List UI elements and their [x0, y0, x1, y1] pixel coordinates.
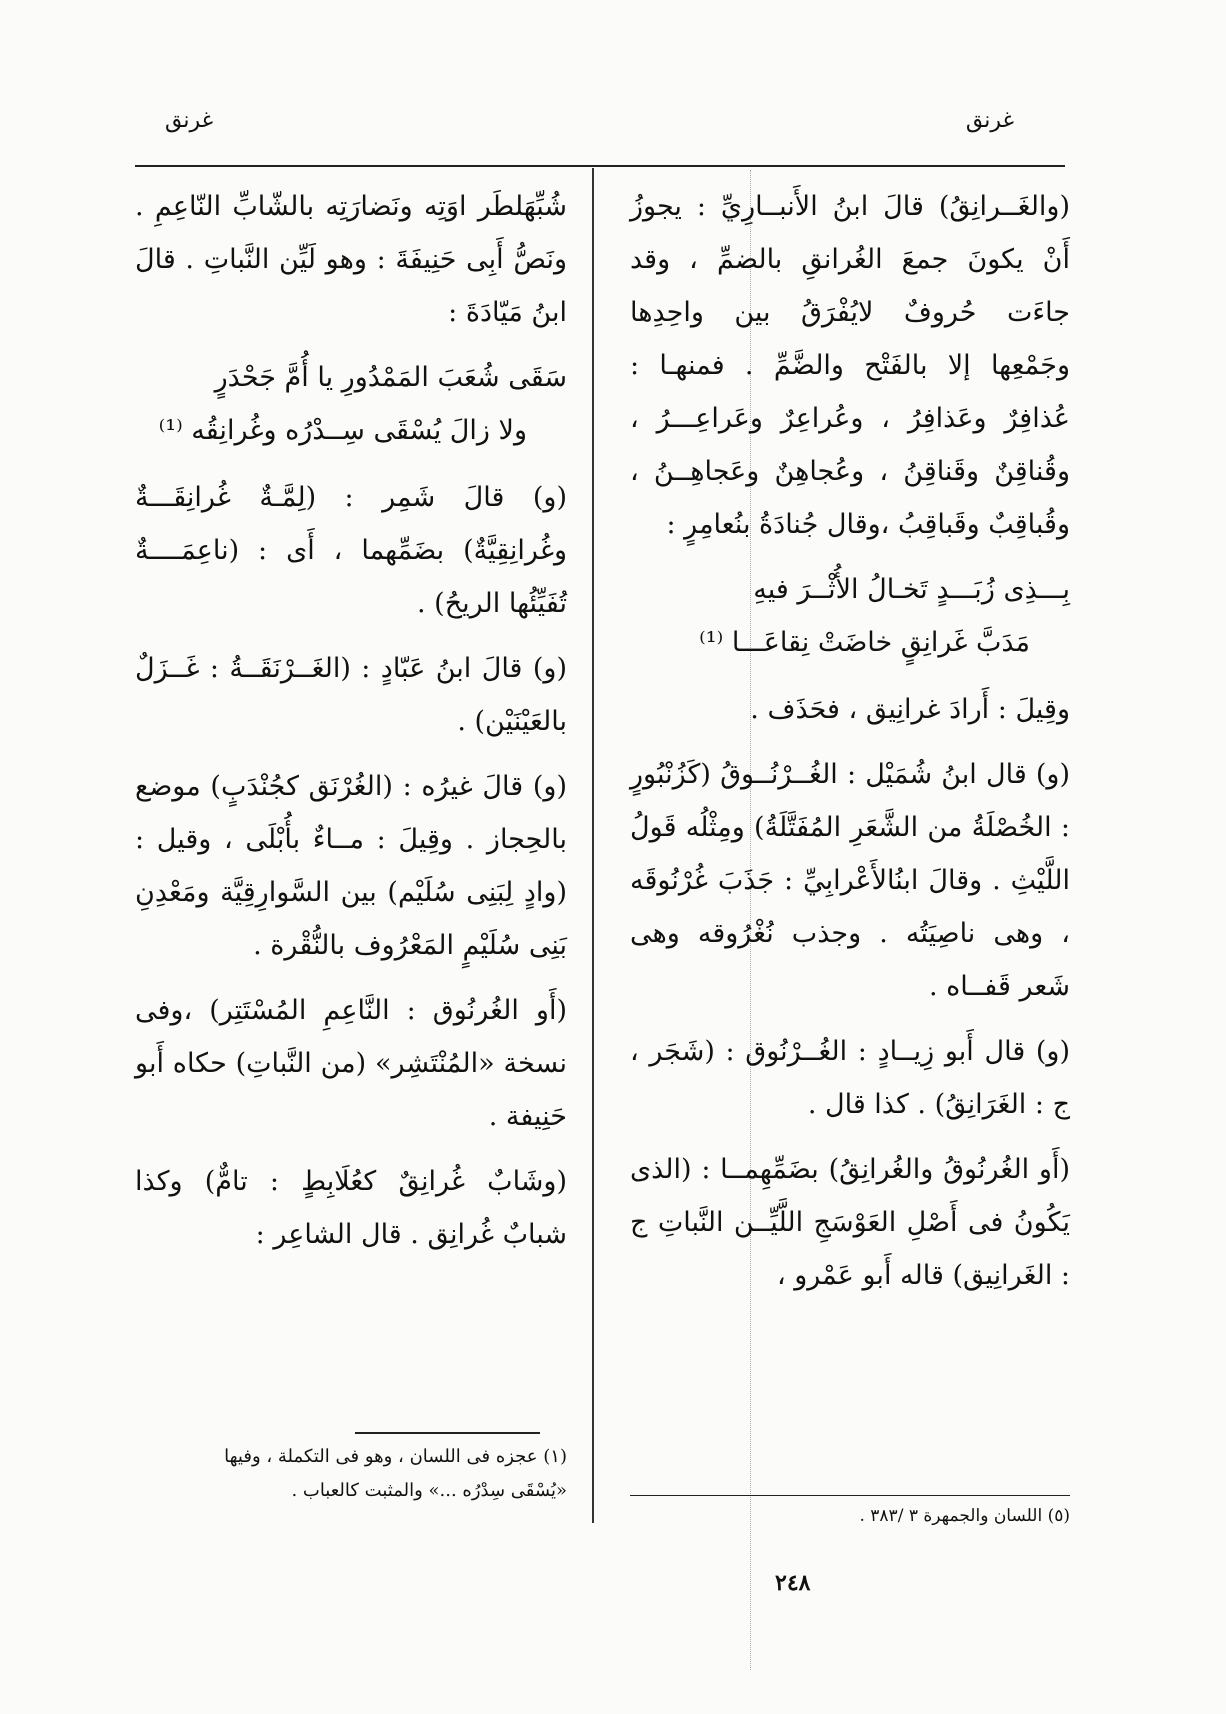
entry-paragraph: (و) قالَ غيرُه : (الغُرْنَق كجُنْدَبٍ) موضع بالحِجاز . وقِيلَ : مــاءٌ بأُبْلَى ، وقيل : (وادٍ لِبَنِى سُلَيْم) بين السَّوارِقِيَّة ومَعْدِنِ بَنِى سُلَيْمٍ المَعْرُوف بالنُّقْرة .: [135, 771, 567, 961]
footnote-left: [135, 1440, 567, 1508]
entry-paragraph: (وشَابٌ غُرانِقٌ كعُلَابِطٍ : تامٌّ) وكذا شبابٌ غُرانِق . قال الشاعِر :: [135, 1166, 567, 1250]
footnote-rule: [355, 1432, 540, 1434]
verse-line: مَدَبَّ غَرانِقٍ خاضَتْ نِقاعَـــا ⁽¹⁾: [699, 627, 1030, 658]
running-header-right: غرنق: [965, 108, 1014, 133]
entry-paragraph: (و) قال أَبو زِيــادٍ : الغُــرْنُوق : (شَجَر ، ج : الغَرَانِقُ) . كذا قال .: [630, 1036, 1070, 1120]
footnote-line: (١) عجزه فى اللسان ، وهو فى التكملة ، وفيها: [224, 1446, 567, 1467]
entry-paragraph: (و) قال ابنُ شُمَيْل : الغُــرْنُــوقُ (كَزُنْبُورٍ : الخُصْلَةُ من الشَّعَرِ المُفَتَّلَةُ) ومِثْلُه قَولُ اللَّيْثِ . وقالَ ابنُالأَعْرابِيِّ : جَذَبَ غُرْنُوقَه ، وهى ناصِيَتُه . وجذب نُغْرُوقه وهى شَعر قَفــاه .: [630, 759, 1070, 1002]
entry-paragraph: وقِيلَ : أَرادَ غرانِيق ، فحَذَف .: [750, 694, 1070, 725]
entry-paragraph: (والغَــرانِقُ) قالَ ابنُ الأَنبــارِيِّ : يجوزُ أَنْ يكونَ جمعَ الغُرانقِ بالضمِّ ، وقد جاءَت حُروفٌ لايُفْرَقُ بين واحِدِها وجَمْعِها إلا بالفَتْح والضَّمِّ . فمنهـا : عُذافِرٌ وعَذافِرُ ، وعُراعِرٌ وعَراعِـــرُ ، وقُناقِنٌ وقَناقِنُ ، وعُجاهِنٌ وعَجاهِــنُ ، وقُباقِبٌ وقَباقِبُ ،وقال جُنادَةُ بنُعامِرٍ :: [630, 191, 1070, 540]
entry-paragraph: (و) قالَ شَمِر : (لِمَّـةٌ غُرانِقَـــةٌ وغُرانِقِيَّةٌ) بضَمِّهما ، أَى : (ناعِمَــــةٌ تُفَيِّئُها الريحُ) .: [135, 482, 567, 619]
entry-paragraph: شُبِّهَلطَر اوَتِه ونَضارَتِه بالشّابِّ النّاعِمِ . ونَصُّ أَبِى حَنِيفَةَ : وهو لَيِّن النَّباتِ . قالَ ابنُ مَيّادَةَ :: [135, 191, 567, 328]
entry-paragraph: (و) قالَ ابنُ عَبّادٍ : (الغَــرْنَقَــةُ : غَــزَلٌ بالعَيْنَيْن) .: [135, 653, 567, 737]
footnote-line: «يُسْقَى سِدْرُه ...» والمثبت كالعباب .: [291, 1480, 567, 1501]
entry-paragraph: (أَو الغُرنُوق : النَّاعِمِ المُسْتَتِر) ،وفى نسخة «المُنْتَشِر» (من النَّباتِ) حكاه أَبو حَنِيفة .: [135, 995, 567, 1132]
header-rule: [135, 165, 1065, 167]
entry-paragraph: (أَو الغُرنُوقُ والغُرانِقُ) بضَمِّهِمــا : (الذى يَكُونُ فى أَصْلِ العَوْسَجِ اللَّيِّــن النَّباتِ ج : الغَرانِيق) قاله أَبو عَمْرو ،: [630, 1154, 1070, 1291]
verse-line: ولا زالَ يُسْقَى سِــدْرُه وغُرانِقُه ⁽¹⁾: [158, 415, 527, 446]
verse-line: بِـــذِى زُبَـــدٍ تَخـالُ الأُثْــرَ فيهِ: [753, 574, 1070, 605]
right-column: [630, 180, 1070, 1314]
footnote-line: (٥) اللسان والجمهرة ٣ /٣٨٣ .: [859, 1506, 1070, 1526]
verse-line: سَقَى شُعَبَ المَمْدُورِ يا أُمَّ جَحْدَرٍ: [214, 362, 567, 393]
left-column: [135, 180, 567, 1273]
footnote-right: [630, 1495, 1070, 1530]
verse: [630, 563, 1070, 669]
verse: [135, 351, 567, 457]
column-separator: [592, 168, 594, 1523]
page-number: ٢٤٨: [775, 1570, 811, 1596]
running-header-left: غرنق: [165, 108, 214, 133]
